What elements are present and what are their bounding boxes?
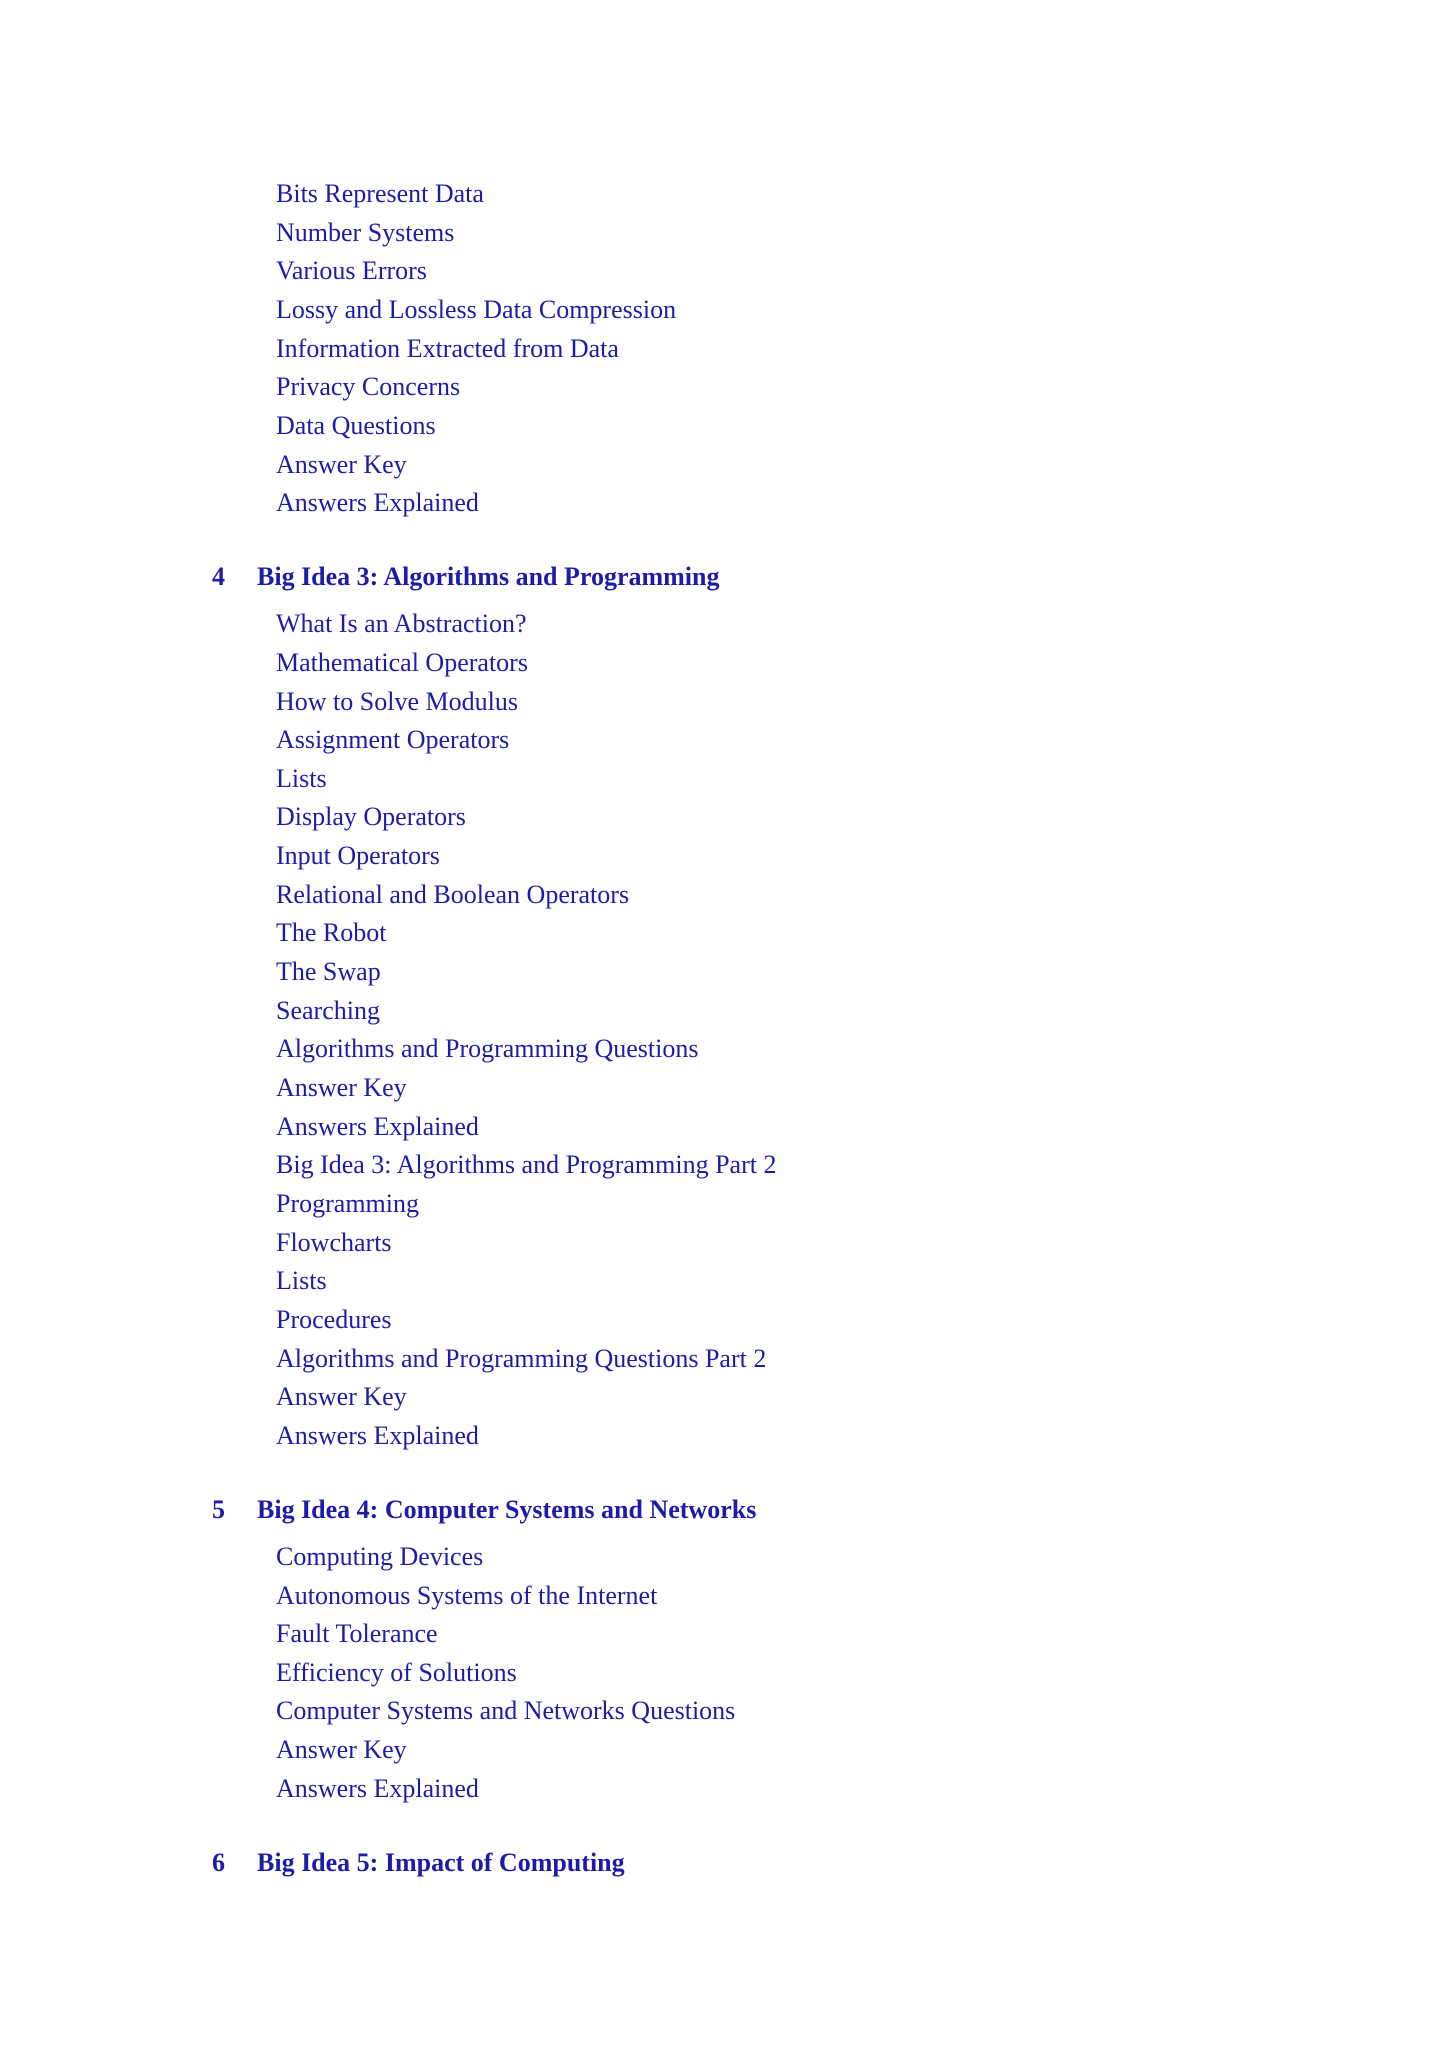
chapter-number: 6: [212, 1847, 225, 1877]
chapter-number: 5: [212, 1494, 225, 1524]
toc-entry-link[interactable]: Privacy Concerns: [276, 372, 461, 402]
toc-entry-link[interactable]: Bits Represent Data: [276, 179, 484, 208]
toc-entry-link[interactable]: Fault Tolerance: [276, 1619, 438, 1649]
toc-entry-link[interactable]: The Swap: [276, 957, 381, 987]
toc-entry-link[interactable]: Answers Explained: [276, 488, 479, 518]
toc-entry-link[interactable]: The Robot: [276, 918, 387, 948]
toc-entry-link[interactable]: Computer Systems and Networks Questions: [276, 1696, 736, 1726]
toc-entry-link[interactable]: Efficiency of Solutions: [276, 1657, 517, 1687]
chapter-title-link[interactable]: Big Idea 4: Computer Systems and Networks: [257, 1494, 757, 1524]
toc-entry-link[interactable]: Various Errors: [276, 256, 427, 286]
toc-entry-link[interactable]: Assignment Operators: [276, 725, 510, 755]
toc-entry-link[interactable]: Autonomous Systems of the Internet: [276, 1580, 658, 1610]
toc-entry-link[interactable]: Input Operators: [276, 841, 440, 871]
toc-entry-link[interactable]: Data Questions: [276, 410, 436, 440]
chapter-number: 4: [212, 562, 225, 592]
toc-entry-link[interactable]: Procedures: [276, 1304, 392, 1334]
toc-entry-link[interactable]: Lists: [276, 1266, 327, 1296]
toc-entry-link[interactable]: Information Extracted from Data: [276, 333, 619, 363]
toc-entry-link[interactable]: Searching: [276, 995, 380, 1025]
toc-entry-link[interactable]: Number Systems: [276, 217, 455, 247]
toc-entry-link[interactable]: Display Operators: [276, 802, 466, 832]
toc-entry-link[interactable]: Algorithms and Programming Questions Part 2: [276, 1343, 767, 1373]
toc-entry-link[interactable]: Answer Key: [276, 1735, 407, 1765]
toc-chapter-heading[interactable]: [0, 558, 1449, 596]
toc-entry-link[interactable]: Big Idea 3: Algorithms and Programming Part 2: [276, 1150, 777, 1180]
toc-entry-link[interactable]: Computing Devices: [276, 1541, 484, 1571]
toc-entry-link[interactable]: Algorithms and Programming Questions: [276, 1034, 699, 1064]
toc-entry-link[interactable]: Answers Explained: [276, 1111, 479, 1141]
toc-entry-link[interactable]: What Is an Abstraction?: [276, 609, 527, 639]
toc-entry-link[interactable]: How to Solve Modulus: [276, 686, 518, 716]
toc-entry-link[interactable]: Lossy and Lossless Data Compression: [276, 294, 677, 324]
toc-chapter-heading[interactable]: [0, 1491, 1449, 1529]
toc-entry-link[interactable]: Flowcharts: [276, 1227, 392, 1257]
toc-entry-link[interactable]: Relational and Boolean Operators: [276, 879, 630, 909]
toc-entry-link[interactable]: Programming: [276, 1188, 419, 1218]
toc-entry-link[interactable]: Mathematical Operators: [276, 647, 528, 677]
toc-chapter-heading[interactable]: [0, 1844, 1449, 1882]
toc-entry-link[interactable]: Lists: [276, 763, 327, 793]
toc-entry-link[interactable]: Answer Key: [276, 1073, 407, 1102]
toc-entry-link[interactable]: Answer Key: [276, 449, 407, 479]
chapter-title-link[interactable]: Big Idea 3: Algorithms and Programming: [257, 562, 720, 592]
toc-entry-link[interactable]: Answers Explained: [276, 1420, 479, 1450]
toc-entry-link[interactable]: Answers Explained: [276, 1773, 479, 1803]
toc-entry-link[interactable]: Answer Key: [276, 1382, 407, 1412]
chapter-title-link[interactable]: Big Idea 5: Impact of Computing: [257, 1847, 625, 1877]
